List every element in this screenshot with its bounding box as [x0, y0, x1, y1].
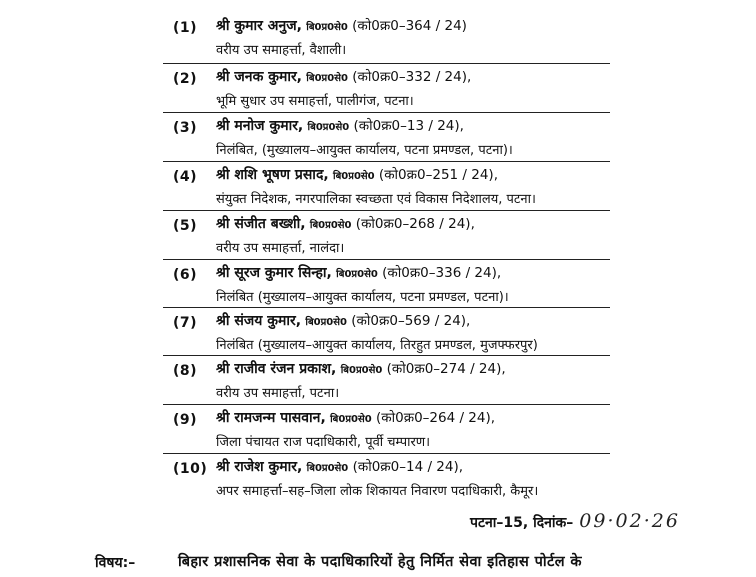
- service-abbr: बि0प्र0से0: [340, 365, 383, 376]
- cadre-code: (को0क्र0–569 / 24),: [351, 313, 471, 329]
- officer-name: श्री राजीव रंजन प्रकाश,: [216, 361, 337, 377]
- separator-line: [163, 307, 610, 308]
- service-abbr: बि0प्र0से0: [309, 220, 352, 231]
- officer-name: श्री रामजन्म पासवान,: [216, 410, 326, 426]
- officer-name: श्री राजेश कुमार,: [216, 459, 303, 475]
- entry-number: (1): [173, 20, 198, 36]
- cadre-code: (को0क्र0–364 / 24): [352, 18, 467, 34]
- entry-heading: [216, 408, 495, 427]
- officer-post: जिला पंचायत राज पदाधिकारी, पूर्वी चम्पारण।: [216, 435, 431, 450]
- service-abbr: बि0प्र0से0: [333, 171, 375, 182]
- service-abbr: बि0प्र0से0: [306, 463, 349, 474]
- service-abbr: बि0प्र0से0: [306, 73, 348, 84]
- officer-name: श्री जनक कुमार,: [216, 69, 302, 85]
- cadre-code: (को0क्र0–251 / 24),: [378, 167, 498, 183]
- officer-name: श्री शशि भूषण प्रसाद,: [216, 167, 329, 183]
- separator-line: [163, 355, 610, 356]
- separator-line: [163, 112, 610, 113]
- cadre-code: (को0क्र0–332 / 24),: [352, 69, 472, 85]
- cadre-code: (को0क्र0–336 / 24),: [382, 265, 502, 281]
- officer-name: श्री संजय कुमार,: [216, 313, 302, 329]
- separator-line: [163, 404, 610, 405]
- separator-line: [163, 210, 610, 211]
- place-date-line: [470, 510, 680, 532]
- service-abbr: बि0प्र0से0: [336, 269, 378, 280]
- entry-heading: [216, 214, 475, 233]
- entry-number: (5): [173, 218, 198, 234]
- officer-post: भूमि सुधार उप समाहर्त्ता, पालीगंज, पटना।: [216, 94, 414, 109]
- officer-name: श्री मनोज कुमार,: [216, 118, 304, 134]
- entry-number: (8): [173, 363, 198, 379]
- cadre-code: (को0क्र0–14 / 24),: [352, 459, 464, 475]
- separator-line: [163, 161, 610, 162]
- entry-heading: [216, 165, 498, 184]
- entry-number: (4): [173, 169, 198, 185]
- entry-heading: [216, 116, 464, 135]
- officer-post: निलंबित (मुख्यालय–आयुक्त कार्यालय, पटना प्रमण्डल, पटना)।: [216, 290, 509, 305]
- officer-name: श्री सूरज कुमार सिन्हा,: [216, 265, 332, 281]
- entry-heading: [216, 457, 463, 476]
- cadre-code: (को0क्र0–264 / 24),: [375, 410, 496, 426]
- subject-label: विषय:–: [95, 555, 136, 571]
- service-abbr: बि0प्र0से0: [307, 122, 350, 133]
- officer-post: वरीय उप समाहर्त्ता, नालंदा।: [216, 241, 345, 256]
- service-abbr: बि0प्र0से0: [330, 414, 372, 425]
- cadre-code: (को0क्र0–13 / 24),: [353, 118, 464, 134]
- entry-number: (7): [173, 315, 198, 331]
- place-label: पटना–15, दिनांक–: [470, 515, 574, 531]
- entry-number: (10): [173, 461, 208, 477]
- separator-line: [163, 63, 610, 64]
- officer-name: श्री कुमार अनुज,: [216, 18, 302, 34]
- entry-number: (6): [173, 267, 198, 283]
- entry-number: (3): [173, 120, 198, 136]
- officer-post: निलंबित, (मुख्यालय–आयुक्त कार्यालय, पटना प्रमण्डल, पटना)।: [216, 143, 513, 158]
- separator-line: [163, 453, 610, 454]
- officer-post: वरीय उप समाहर्त्ता, वैशाली।: [216, 43, 347, 58]
- officer-post: निलंबित (मुख्यालय–आयुक्त कार्यालय, तिरहुत प्रमण्डल, मुजफ्फरपुर): [216, 338, 538, 353]
- entry-heading: [216, 67, 471, 86]
- cadre-code: (को0क्र0–268 / 24),: [355, 216, 475, 232]
- entry-number: (2): [173, 71, 198, 87]
- subject-text: बिहार प्रशासनिक सेवा के पदाधिकारियों हेतु निर्मित सेवा इतिहास पोर्टल के: [178, 554, 582, 570]
- handwritten-date: 09·02·26: [579, 510, 680, 532]
- entry-heading: [216, 16, 467, 35]
- entry-heading: [216, 263, 501, 282]
- separator-line: [163, 259, 610, 260]
- officer-post: संयुक्त निदेशक, नगरपालिका स्वच्छता एवं विकास निदेशालय, पटना।: [216, 192, 536, 207]
- entry-heading: [216, 359, 506, 378]
- entry-number: (9): [173, 412, 198, 428]
- service-abbr: बि0प्र0से0: [305, 317, 347, 328]
- cadre-code: (को0क्र0–274 / 24),: [386, 361, 506, 377]
- officer-post: अपर समाहर्त्ता–सह–जिला लोक शिकायत निवारण पदाधिकारी, कैमूर।: [216, 484, 539, 499]
- officer-post: वरीय उप समाहर्त्ता, पटना।: [216, 386, 340, 401]
- entry-heading: [216, 311, 470, 330]
- service-abbr: बि0प्र0से0: [306, 22, 348, 33]
- officer-name: श्री संजीत बख्शी,: [216, 216, 306, 232]
